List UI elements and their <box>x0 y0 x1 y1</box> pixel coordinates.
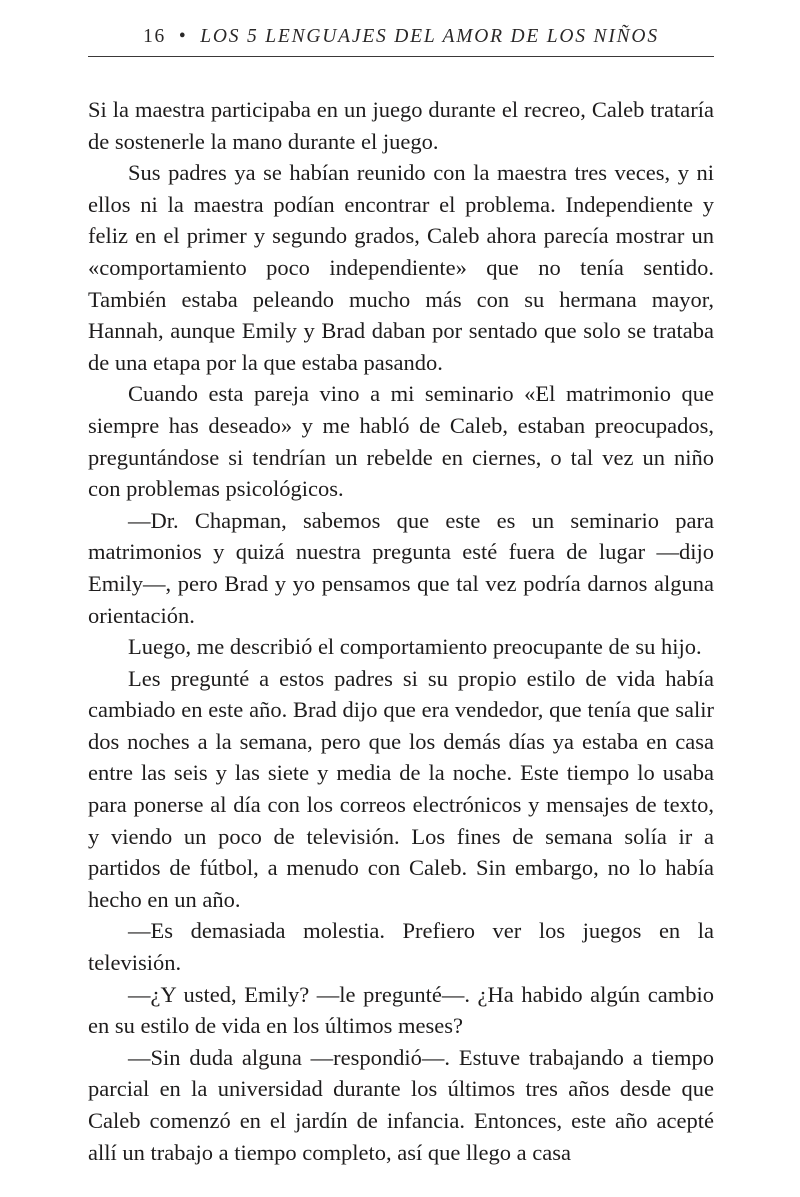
page-number: 16 <box>143 26 166 47</box>
paragraph: —Es demasiada molestia. Prefiero ver los juegos en la televisión. <box>88 918 714 976</box>
paragraph: —Dr. Chapman, sabemos que este es un seminario para matrimonios y quizá nuestra pregunta esté fuera de lugar —dijo Emily—, pero Brad y yo pensamos que tal vez podría darnos alguna orientación. <box>88 507 714 628</box>
paragraph: Les pregunté a estos padres si su propio estilo de vida había cambiado en este año. Brad dijo que era vendedor, que tenía que salir dos noches a la semana, pero que los demás días ya estaba en casa entre las seis y las siete y media de la noche. Este tiempo lo usaba para ponerse al día con los correos electrónicos y mensajes de texto, y viendo un poco de televisión. Los fines de semana solía ir a partidos de fútbol, a menudo con Caleb. Sin embargo, no lo había hecho en un año. <box>88 665 714 912</box>
running-header <box>88 26 714 54</box>
paragraph: —Sin duda alguna —respondió—. Estuve trabajando a tiempo parcial en la universidad durante los últimos tres años desde que Caleb comenzó en el jardín de infancia. Entonces, este año acepté allí un trabajo a tiempo completo, así que llego a casa <box>88 1044 714 1165</box>
header-rule <box>88 56 714 57</box>
paragraph: Si la maestra participaba en un juego durante el recreo, Caleb trataría de sostenerle la mano durante el juego. <box>88 97 714 154</box>
paragraph: —¿Y usted, Emily? —le pregunté—. ¿Ha habido algún cambio en su estilo de vida en los últimos meses? <box>88 981 714 1039</box>
paragraph: Luego, me describió el comportamiento preocupante de su hijo. <box>128 634 702 660</box>
paragraph: Cuando esta pareja vino a mi seminario «El matrimonio que siempre has deseado» y me habló de Caleb, estaban preocupados, preguntándose si tendrían un rebelde en ciernes, o tal vez un niño con problemas psicológicos. <box>88 381 714 502</box>
header-separator: • <box>178 26 188 47</box>
paragraph: Sus padres ya se habían reunido con la maestra tres veces, y ni ellos ni la maestra podían encontrar el problema. Independiente y feliz en el primer y segundo grados, Caleb ahora parecía mostrar un «comportamiento poco independiente» que no tenía sentido. También estaba peleando mucho más con su hermana mayor, Hannah, aunque Emily y Brad daban por sentado que solo se trataba de una etapa por la que estaba pasando. <box>88 160 714 375</box>
body-text <box>88 94 714 1168</box>
book-title: LOS 5 LENGUAJES DEL AMOR DE LOS NIÑOS <box>200 26 659 47</box>
